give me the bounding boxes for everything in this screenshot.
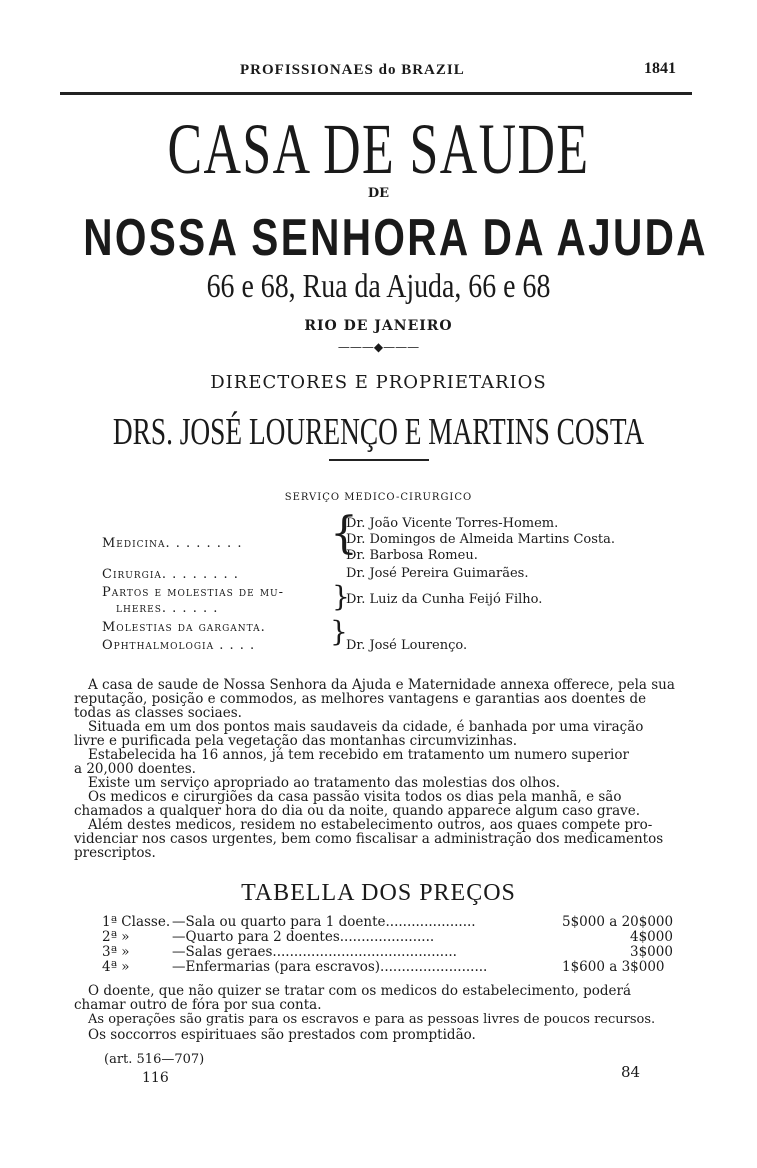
- garganta-label: Molestias da garganta.: [102, 620, 266, 635]
- page-left-number: 116: [142, 1070, 169, 1086]
- brace-icon: {: [330, 508, 358, 559]
- body-line: chamados a qualquer hora do dia ou da noite, quando apparece algum caso grave.: [74, 803, 641, 819]
- price-desc: —Quarto para 2 doentes......................: [172, 929, 435, 945]
- doctor-line: Dr. Luiz da Cunha Feijó Filho.: [346, 592, 543, 607]
- page-right-number: 84: [621, 1063, 641, 1081]
- divider-rule: [329, 459, 429, 461]
- ophthal-label: Ophthalmologia . . . .: [102, 638, 256, 653]
- service-heading: SERVIÇO MEDICO-CIRURGICO: [284, 492, 473, 503]
- partos-label: Partos e molestias de mu-: [102, 585, 285, 600]
- footer-line: Os soccorros espirituaes são prestados com promptidão.: [88, 1027, 476, 1043]
- doctor-line: Dr. Domingos de Almeida Martins Costa.: [346, 532, 615, 547]
- price-table-title: TABELLA DOS PREÇOS: [241, 880, 516, 906]
- body-line: A casa de saude de Nossa Senhora da Ajuda e Maternidade annexa offerece, pela sua: [88, 677, 675, 693]
- body-line: Além destes medicos, residem no estabelecimento outros, aos quaes compete pro-: [88, 817, 653, 833]
- price-value: 1$600 a 3$000: [562, 959, 665, 975]
- body-line: Estabelecida ha 16 annos, já tem recebido em tratamento um numero superior: [88, 747, 629, 763]
- price-class: 3ª »: [102, 944, 130, 960]
- price-value: 4$000: [630, 929, 673, 945]
- footer-line: O doente, que não quizer se tratar com os medicos do estabelecimento, poderá: [88, 983, 632, 999]
- brace-icon: }: [330, 615, 348, 648]
- city: RIO DE JANEIRO: [304, 318, 453, 334]
- doctor-line: Dr. Barbosa Romeu.: [346, 548, 478, 563]
- cirurgia-label: Cirurgia. . . . . . . .: [102, 567, 239, 582]
- page-title: CASA DE SAUDE: [167, 109, 590, 189]
- address: 66 e 68, Rua da Ajuda, 66 e 68: [206, 268, 551, 305]
- directors-label: DIRECTORES E PROPRIETARIOS: [210, 372, 547, 393]
- page-number: 1841: [644, 60, 676, 77]
- body-line: videnciar nos casos urgentes, bem como fiscalisar a administração dos medicamentos: [74, 831, 664, 847]
- body-line: Os medicos e cirurgiões da casa passão visita todos os dias pela manhã, e são: [88, 789, 622, 805]
- price-desc: —Sala ou quarto para 1 doente.....................: [172, 914, 476, 930]
- partos-label-cont: lheres. . . . . .: [116, 601, 219, 616]
- price-value: 5$000 a 20$000: [562, 914, 674, 930]
- footer-line: chamar outro de fóra por sua conta.: [74, 997, 322, 1013]
- price-class: 1ª Classe.: [102, 914, 171, 930]
- body-line: reputação, posição e commodos, as melhores vantagens e garantias aos doentes de: [74, 691, 647, 707]
- running-header-title: PROFISSIONAES do BRAZIL: [240, 62, 465, 78]
- body-line: prescriptos.: [74, 845, 156, 861]
- price-desc: —Salas geraes...........................................: [172, 944, 457, 960]
- price-class: 4ª »: [102, 959, 130, 975]
- price-value: 3$000: [630, 944, 673, 960]
- price-class: 2ª »: [102, 929, 130, 945]
- ornament-divider: ———◆———: [337, 340, 420, 354]
- directors-names: DRS. JOSÉ LOURENÇO E MARTINS COSTA: [112, 411, 645, 453]
- title-connector: DE: [367, 186, 390, 201]
- article-reference: (art. 516—707): [104, 1052, 205, 1067]
- institution-name: NOSSA SENHORA DA AJUDA: [83, 209, 708, 267]
- medicina-label: Medicina. . . . . . . .: [102, 536, 243, 551]
- body-line: a 20,000 doentes.: [74, 761, 196, 777]
- price-desc: —Enfermarias (para escravos).........................: [172, 959, 488, 975]
- doctor-line: Dr. José Pereira Guimarães.: [346, 566, 529, 581]
- body-line: todas as classes sociaes.: [74, 705, 242, 721]
- doctor-line: Dr. João Vicente Torres-Homem.: [346, 516, 559, 531]
- running-header: [60, 60, 692, 95]
- doctor-line: Dr. José Lourenço.: [346, 638, 468, 653]
- footer-line: As operações são gratis para os escravos e para as pessoas livres de poucos recursos.: [88, 1012, 656, 1027]
- body-line: Situada em um dos pontos mais saudaveis da cidade, é banhada por uma viração: [88, 719, 644, 735]
- body-line: Existe um serviço apropriado ao tratamento das molestias dos olhos.: [88, 775, 561, 791]
- body-line: livre e purificada pela vegetação das montanhas circumvizinhas.: [74, 733, 518, 749]
- brace-icon: }: [332, 580, 350, 613]
